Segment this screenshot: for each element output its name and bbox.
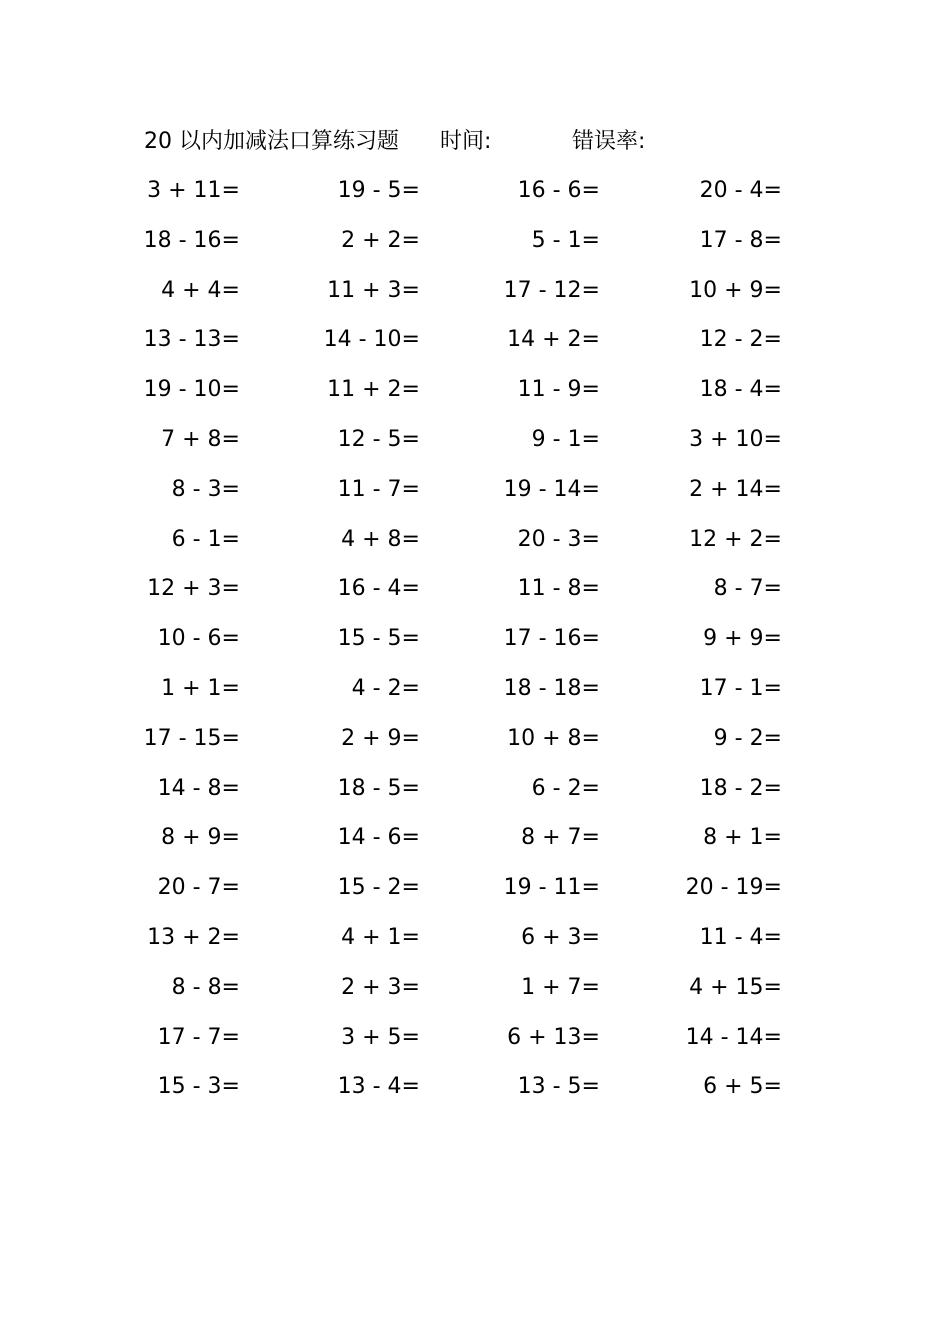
problem-item: 20 - 4= xyxy=(699,178,782,203)
problem-item: 11 + 2= xyxy=(327,377,420,403)
problem-item: 17 - 15= xyxy=(143,725,240,751)
problem-item: 11 - 7= xyxy=(337,476,420,502)
problem-item: 20 - 19= xyxy=(685,875,782,901)
problem-item: 18 - 5= xyxy=(337,775,420,801)
problem-row xyxy=(0,315,950,365)
problem-item: 19 - 10= xyxy=(143,377,240,403)
problem-item: 14 - 14= xyxy=(685,1024,782,1050)
problem-item: 1 + 7= xyxy=(521,974,600,1000)
problem-item: 9 + 9= xyxy=(703,626,782,652)
problem-item: 11 - 4= xyxy=(699,924,782,950)
problem-row xyxy=(0,913,950,963)
problem-item: 8 + 7= xyxy=(521,825,600,851)
problem-item: 16 - 6= xyxy=(517,178,600,203)
problem-item: 13 - 5= xyxy=(517,1074,600,1100)
problem-item: 11 - 9= xyxy=(517,377,600,403)
problem-row xyxy=(0,365,950,415)
problem-row xyxy=(0,764,950,814)
problem-item: 4 + 15= xyxy=(689,974,782,1000)
problem-row xyxy=(0,1013,950,1063)
problem-item: 2 + 3= xyxy=(341,974,420,1000)
problem-item: 4 + 4= xyxy=(161,277,240,303)
problem-item: 2 + 2= xyxy=(341,227,420,253)
problem-row xyxy=(0,166,950,216)
problem-row xyxy=(0,515,950,565)
problem-row xyxy=(0,863,950,913)
problem-item: 17 - 7= xyxy=(157,1024,240,1050)
problem-row xyxy=(0,664,950,714)
problem-item: 16 - 4= xyxy=(337,576,420,602)
problem-item: 15 - 2= xyxy=(337,875,420,901)
problem-item: 14 - 10= xyxy=(323,327,420,353)
problem-item: 15 - 3= xyxy=(157,1074,240,1100)
problem-item: 13 - 4= xyxy=(337,1074,420,1100)
time-label: 时间: xyxy=(440,129,492,154)
problem-item: 6 + 5= xyxy=(703,1074,782,1100)
problem-item: 18 - 2= xyxy=(699,775,782,801)
problem-row xyxy=(0,813,950,863)
problem-item: 12 + 3= xyxy=(147,576,240,602)
problem-item: 19 - 14= xyxy=(503,476,600,502)
problem-row xyxy=(0,216,950,266)
problem-item: 1 + 1= xyxy=(161,675,240,701)
problem-grid xyxy=(0,166,950,1112)
problem-item: 20 - 7= xyxy=(157,875,240,901)
problem-item: 8 - 7= xyxy=(713,576,782,602)
problem-item: 12 + 2= xyxy=(689,526,782,552)
problem-item: 8 - 8= xyxy=(171,974,240,1000)
problem-item: 11 + 3= xyxy=(327,277,420,303)
problem-item: 6 - 1= xyxy=(171,526,240,552)
problem-item: 17 - 12= xyxy=(503,277,600,303)
problem-item: 14 - 6= xyxy=(337,825,420,851)
problem-item: 11 - 8= xyxy=(517,576,600,602)
problem-item: 18 - 16= xyxy=(143,227,240,253)
problem-item: 13 - 13= xyxy=(143,327,240,353)
problem-row xyxy=(0,714,950,764)
problem-item: 9 - 2= xyxy=(713,725,782,751)
worksheet-title: 20 以内加减法口算练习题 xyxy=(144,129,399,154)
problem-item: 15 - 5= xyxy=(337,626,420,652)
problem-item: 19 - 5= xyxy=(337,178,420,203)
problem-item: 4 - 2= xyxy=(351,675,420,701)
problem-item: 5 - 1= xyxy=(531,227,600,253)
problem-item: 10 + 8= xyxy=(507,725,600,751)
problem-item: 8 + 1= xyxy=(703,825,782,851)
problem-row xyxy=(0,564,950,614)
problem-item: 10 - 6= xyxy=(157,626,240,652)
problem-item: 18 - 18= xyxy=(503,675,600,701)
problem-item: 6 + 13= xyxy=(507,1024,600,1050)
problem-item: 14 + 2= xyxy=(507,327,600,353)
problem-row xyxy=(0,963,950,1013)
problem-item: 2 + 9= xyxy=(341,725,420,751)
problem-item: 6 + 3= xyxy=(521,924,600,950)
problem-item: 4 + 1= xyxy=(341,924,420,950)
problem-item: 8 + 9= xyxy=(161,825,240,851)
problem-row xyxy=(0,465,950,515)
problem-row xyxy=(0,1062,950,1112)
problem-row xyxy=(0,614,950,664)
problem-item: 17 - 1= xyxy=(699,675,782,701)
problem-item: 12 - 2= xyxy=(699,327,782,353)
problem-item: 19 - 11= xyxy=(503,875,600,901)
problem-item: 17 - 8= xyxy=(699,227,782,253)
problem-item: 2 + 14= xyxy=(689,476,782,502)
problem-item: 3 + 10= xyxy=(689,426,782,452)
problem-item: 3 + 11= xyxy=(147,178,240,203)
problem-item: 20 - 3= xyxy=(517,526,600,552)
worksheet-header xyxy=(144,126,844,158)
problem-item: 18 - 4= xyxy=(699,377,782,403)
problem-row xyxy=(0,266,950,316)
problem-item: 6 - 2= xyxy=(531,775,600,801)
problem-item: 3 + 5= xyxy=(341,1024,420,1050)
problem-item: 12 - 5= xyxy=(337,426,420,452)
problem-item: 13 + 2= xyxy=(147,924,240,950)
problem-item: 9 - 1= xyxy=(531,426,600,452)
problem-item: 4 + 8= xyxy=(341,526,420,552)
problem-row xyxy=(0,415,950,465)
error-rate-label: 错误率: xyxy=(572,129,646,154)
problem-item: 14 - 8= xyxy=(157,775,240,801)
problem-item: 10 + 9= xyxy=(689,277,782,303)
problem-item: 8 - 3= xyxy=(171,476,240,502)
problem-item: 7 + 8= xyxy=(161,426,240,452)
problem-item: 17 - 16= xyxy=(503,626,600,652)
